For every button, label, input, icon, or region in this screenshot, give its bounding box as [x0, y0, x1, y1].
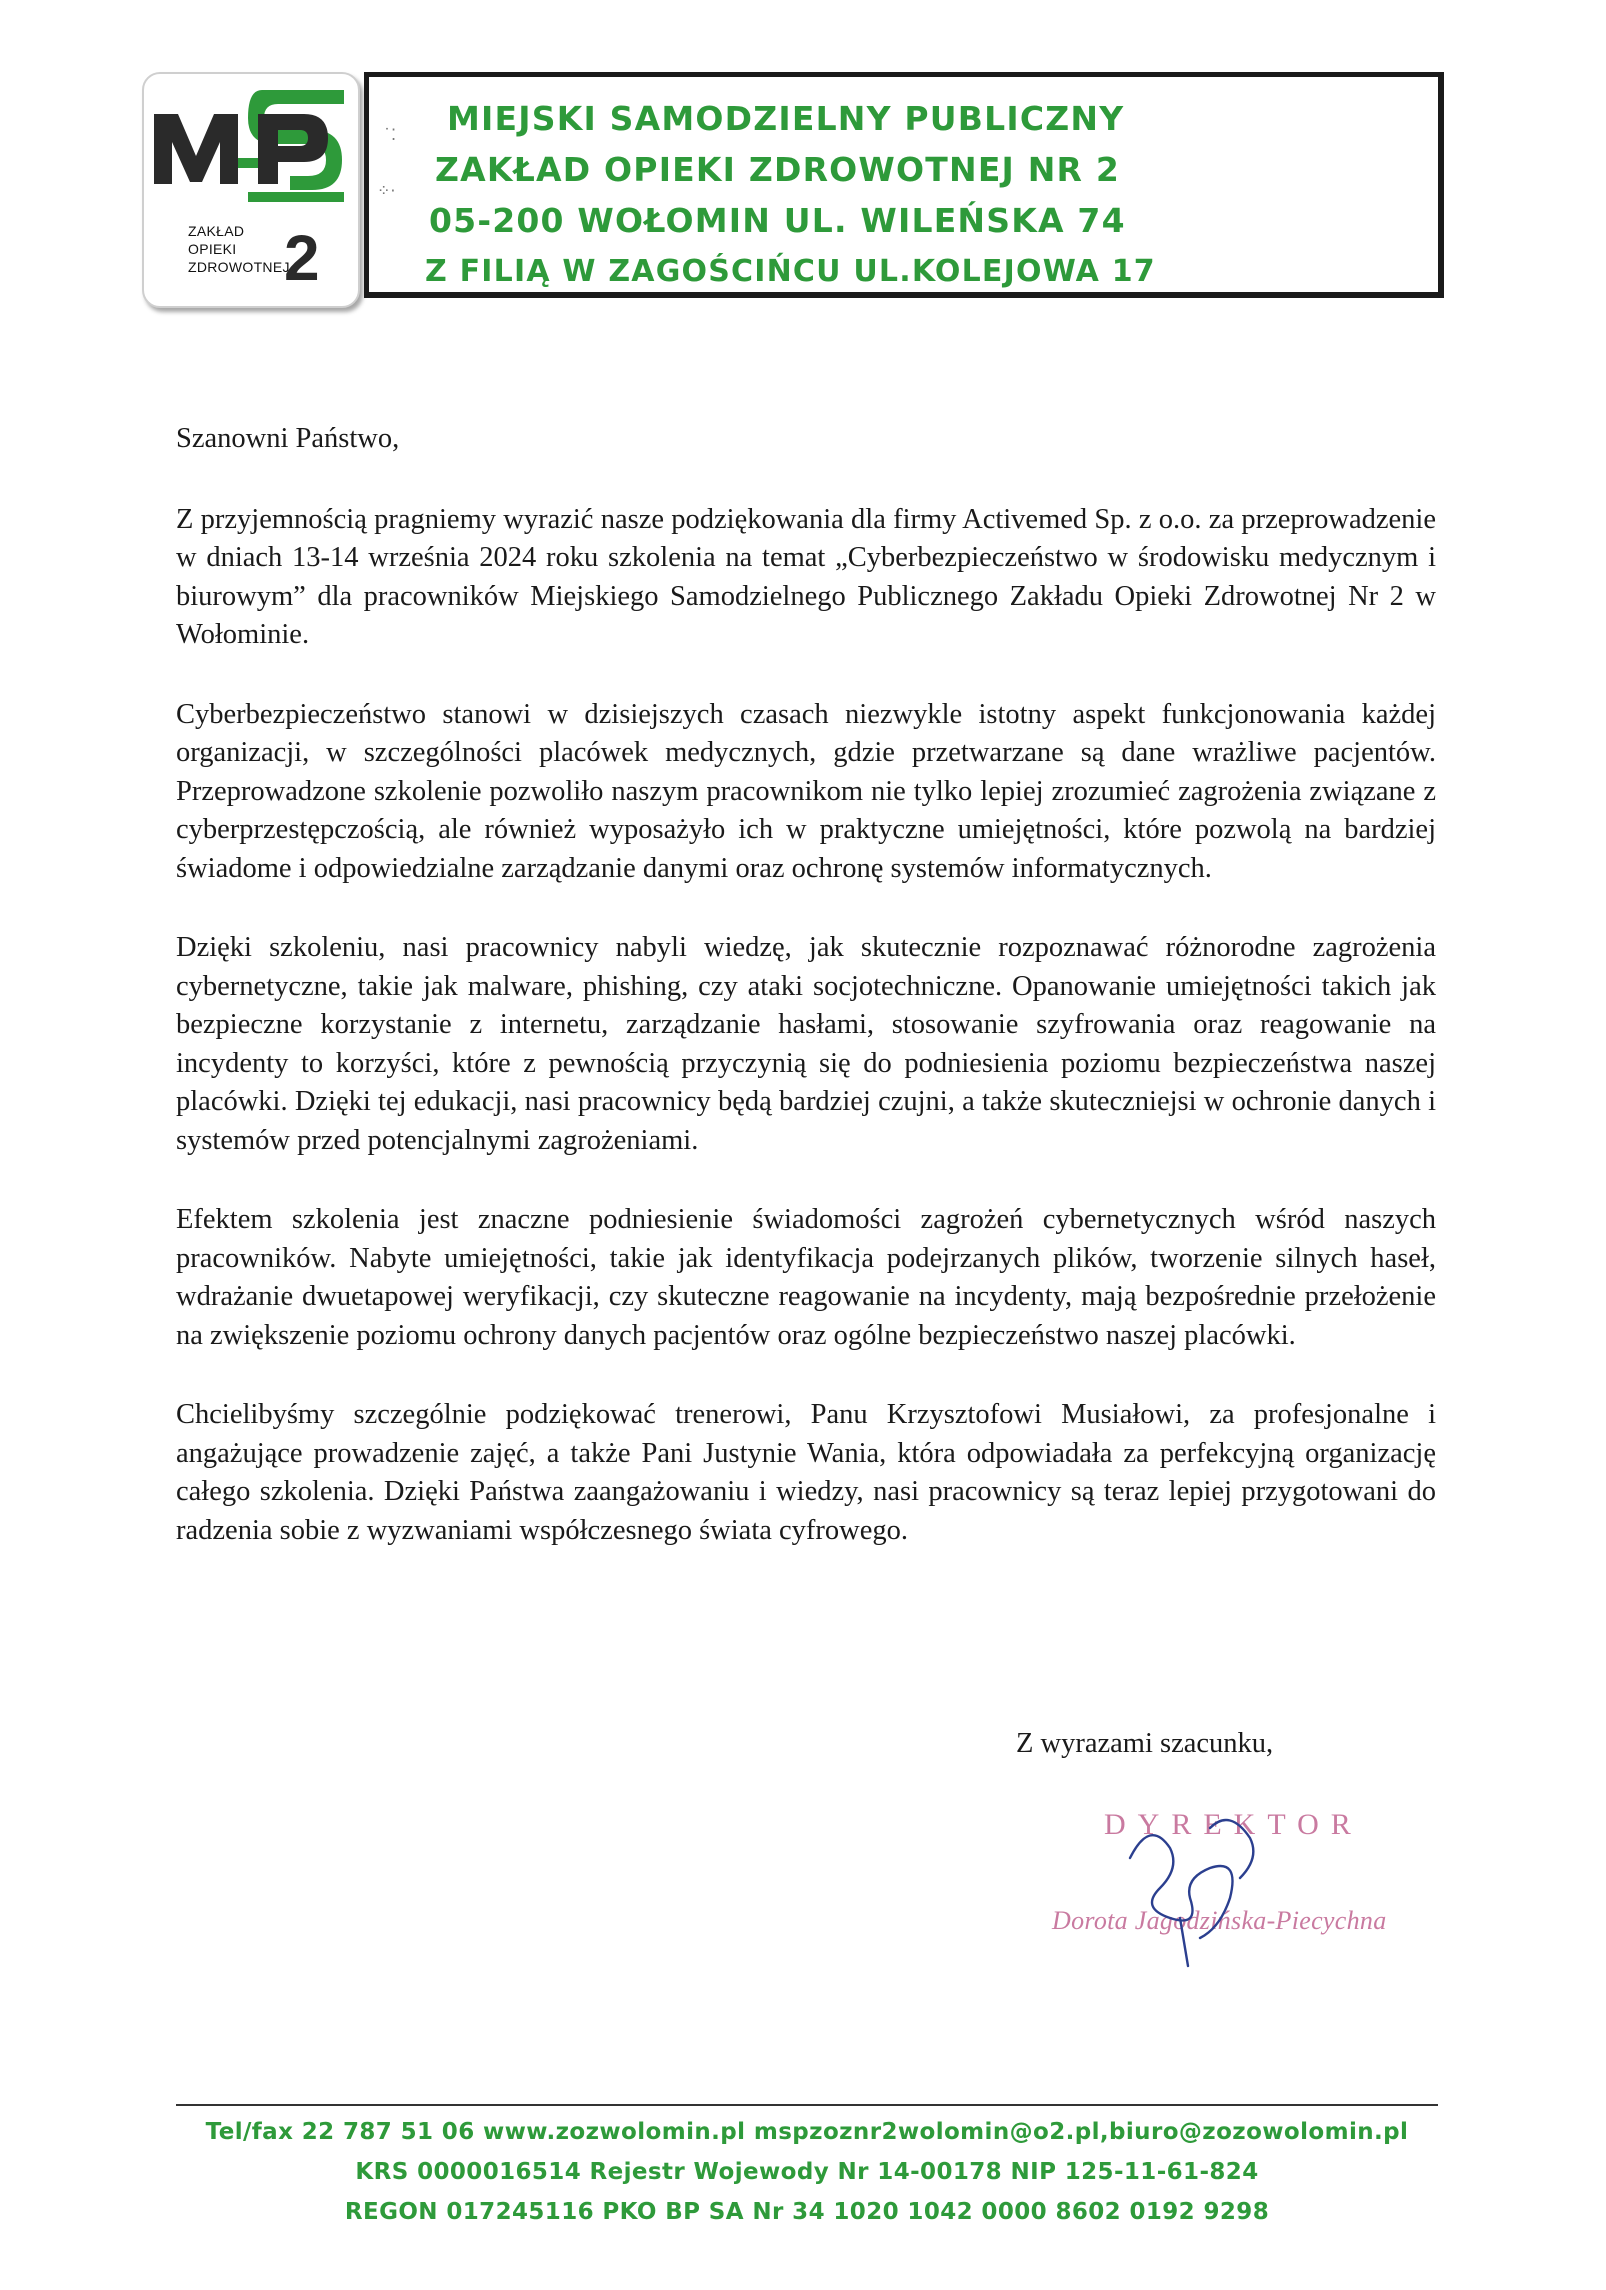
- logo-caption: [188, 222, 338, 276]
- ornament-mark: ⁘·: [377, 181, 396, 200]
- logo-caption-line: OPIEKI: [188, 241, 237, 257]
- footer-divider: [176, 2104, 1438, 2106]
- letterhead-line: Z FILIĄ W ZAGOŚCIŃCU UL.KOLEJOWA 17: [425, 254, 1156, 289]
- paragraph: Cyberbezpieczeństwo stanowi w dzisiejszych czasach niezwykle istotny aspekt funkcjonowania każdej organizacji, w szczególności placówek medycznych, gdzie przetwarzane są dane wrażliwe pacjentów. Przeprowadzone szkolenie pozwoliło naszym pracownikom nie tylko lepiej zrozumieć zagrożenia związane z cyberprzestępczością, ale również wyposażyło ich w praktyczne umiejętności, które pozwolą na bardziej świadome i odpowiedzialne zarządzanie danymi oraz ochronę systemów informatycznych.: [176, 698, 1436, 884]
- footer-registry-line: KRS 0000016514 Rejestr Wojewody Nr 14-00178 NIP 125-11-61-824: [355, 2159, 1259, 2185]
- stamp-title: DYREKTOR: [1104, 1808, 1363, 1841]
- paragraph: Dzięki szkoleniu, nasi pracownicy nabyli wiedzę, jak skutecznie rozpoznawać różnorodne zagrożenia cybernetyczne, takie jak malware, phishing, czy ataki socjotechniczne. Opanowanie umiejętności takich jak bezpieczne korzystanie z internetu, zarządzanie hasłami, stosowanie szyfrowania oraz reagowanie na incydenty to korzyści, które z pewnością przyczynią się do podniesienia poziomu bezpieczeństwa naszej placówki. Dzięki tej edukacji, nasi pracownicy będą bardziej czujni, a także skuteczniejsi w ochronie danych i systemów przed potencjalnymi zagrożeniami.: [176, 932, 1436, 1156]
- footer-contact-line: Tel/fax 22 787 51 06 www.zozwolomin.pl mspzoznr2wolomin@o2.pl,biuro@zozowolomin.pl: [205, 2119, 1409, 2145]
- stamp-name: Dorota Jagodzińska-Piecychna: [1052, 1906, 1387, 1935]
- letterhead-box: [364, 72, 1444, 298]
- letterhead-text: [425, 93, 1156, 297]
- paragraph: Chcielibyśmy szczególnie podziękować trenerowi, Panu Krzysztofowi Musiałowi, za profesjonalne i angażujące prowadzenie zajęć, a także Pani Justynie Wania, która odpowiadała za perfekcyjną organizację całego szkolenia. Dzięki Państwa zaangażowaniu i wiedzy, nasi pracownicy są teraz lepiej przygotowani do radzenia sobie z wyzwaniami współczesnego świata cyfrowego.: [176, 1399, 1436, 1546]
- letterhead-line: ZAKŁAD OPIEKI ZDROWOTNEJ NR 2: [435, 150, 1121, 189]
- handwritten-signature: [1110, 1798, 1280, 1978]
- letterhead-line: MIEJSKI SAMODZIELNY PUBLICZNY: [447, 99, 1125, 138]
- paragraph: Z przyjemnością pragniemy wyrazić nasze podziękowania dla firmy Activemed Sp. z o.o. za przeprowadzenie w dniach 13-14 września 2024 roku szkolenia na temat „Cyberbezpieczeństwo w środowisku medycznym i biurowym” dla pracowników Miejskiego Samodzielnego Publicznego Zakładu Opieki Zdrowotnej Nr 2 w Wołominie.: [176, 503, 1436, 650]
- logo-caption-line: ZDROWOTNEJ: [188, 259, 290, 275]
- salutation: Szanowni Państwo,: [176, 423, 400, 454]
- paragraph: Efektem szkolenia jest znaczne podniesienie świadomości zagrożeń cybernetycznych wśród naszych pracowników. Nabyte umiejętności, takie jak identyfikacja podejrzanych plików, tworzenie silnych haseł, wdrażanie dwuetapowej weryfikacji, czy skuteczne reagowanie na incydenty, mają bezpośrednie przełożenie na zwiększenie poziomu ochrony danych pacjentów oraz ogólne bezpieczeństwo naszej placówki.: [176, 1204, 1436, 1351]
- logo-digit: 2: [284, 222, 320, 294]
- logo-caption-line: ZAKŁAD: [188, 223, 245, 239]
- closing: Z wyrazami szacunku,: [1016, 1728, 1274, 1759]
- ornament-mark: ˙⁚: [383, 125, 397, 144]
- letter-body: [176, 420, 1436, 1591]
- letterhead-line: 05-200 WOŁOMIN UL. WILEŃSKA 74: [429, 201, 1126, 240]
- footer-bank-line: REGON 017245116 PKO BP SA Nr 34 1020 1042 0000 8602 0192 9298: [344, 2199, 1270, 2225]
- footer: [176, 2112, 1438, 2232]
- logo: [142, 72, 360, 308]
